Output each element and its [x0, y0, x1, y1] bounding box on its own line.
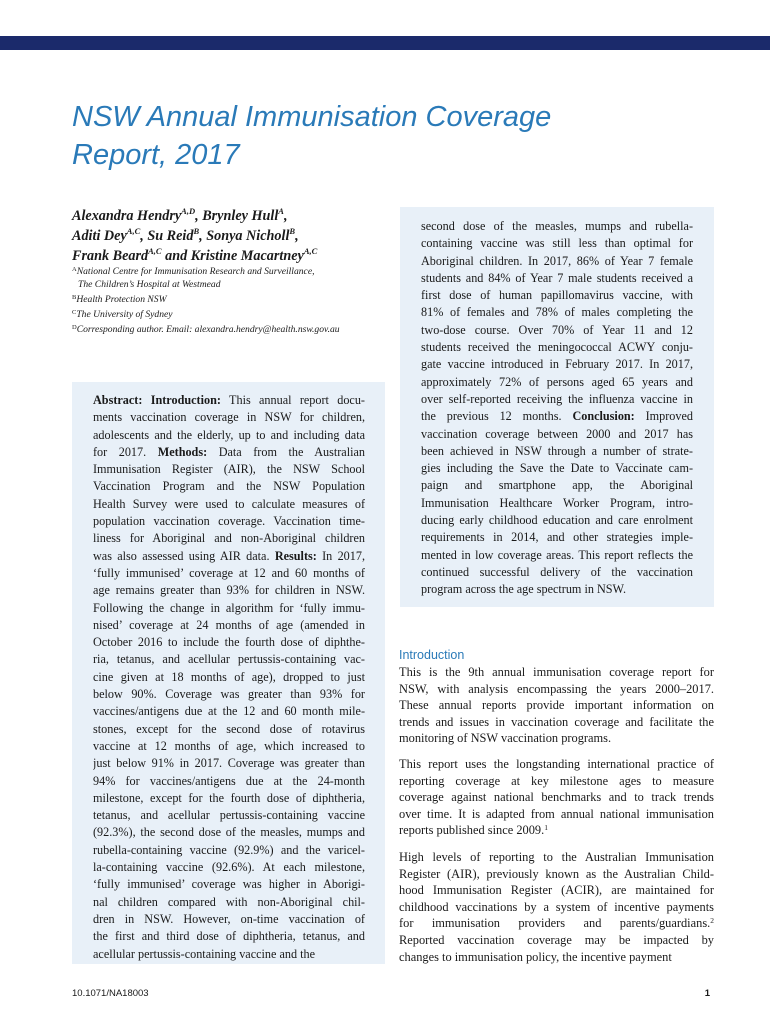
author-affil-marker: B: [193, 226, 200, 236]
abstract-line: gies including the Save the Date to Vaccinate cam-: [421, 461, 693, 476]
abstract-line: paign and smartphone app, the Aboriginal: [421, 478, 693, 493]
abstract-line: vaccination coverage between 2000 and 2017 has: [421, 426, 693, 441]
section-heading-introduction: Introduction: [399, 648, 465, 662]
author-name: Kristine Macartney: [190, 248, 304, 264]
author-affil-marker: A,D: [181, 206, 196, 216]
abstract-line: Immunisation Register (AIR), the NSW School: [93, 462, 365, 477]
abstract-line: Following the change in algorithm for ‘fully immu-: [93, 600, 365, 615]
paragraph-line: childhood vaccinations by a system of incentive payments: [399, 899, 714, 914]
abstract-line: nised’ coverage at 24 months of age (amended in: [93, 617, 365, 632]
affiliation: $^B$Health Protection NSW: [72, 293, 167, 305]
paragraph-line: reporting coverage at key milestone ages to measure: [399, 773, 714, 788]
abstract-line: vaccines/antigens due at the 12 and 60 month mile-: [93, 704, 365, 719]
paragraph-line: These annual reports provide important information on: [399, 698, 714, 713]
paragraph-line: NSW, with analysis encompassing the years 2000–2017.: [399, 681, 714, 696]
paragraph-line: This report uses the longstanding international practice of: [399, 757, 714, 771]
abstract-line: stones, except for the second dose of rotavirus: [93, 721, 365, 736]
author-list: [72, 206, 402, 266]
abstract-line: requirements in 2014, and other strategies imple-: [421, 530, 693, 545]
abstract-line: second dose of the measles, mumps and rubella-: [421, 219, 693, 233]
abstract-line: program across the age spectrum in NSW.: [421, 582, 626, 597]
abstract-line: ria, tetanus, and acellular pertussis-containing vac-: [93, 652, 365, 667]
abstract-line: Vaccination Program and the NSW Population: [93, 479, 365, 494]
abstract-line: acellular pertussis-containing vaccine and the: [93, 946, 315, 961]
paragraph-line: This is the 9th annual immunisation coverage report for: [399, 665, 714, 679]
citation-ref: 1: [544, 823, 548, 833]
author-name: Sonya Nicholl: [206, 228, 290, 244]
abstract-line: ‘fully immunised’ coverage at 12 and 60 months of: [93, 565, 365, 580]
paragraph-line: monitoring of NSW vaccination programs.: [399, 731, 612, 746]
author-name: Su Reid: [147, 228, 194, 244]
abstract-line: the previous 12 months. Conclusion: Improved: [421, 409, 693, 424]
paragraph-line: over time. It is adapted from annual national immunisation: [399, 806, 714, 821]
page-number: 1: [704, 988, 710, 999]
author-affil-marker: A: [278, 206, 284, 216]
abstract-line: adolescents and the elderly, up to and including data: [93, 427, 365, 442]
author-affil-marker: B: [289, 226, 296, 236]
abstract-line: rubella-containing vaccine (92.9%) and the varicel-: [93, 842, 365, 857]
affiliation-list: [72, 266, 402, 339]
abstract-line: gate vaccine introduced in February 2017. In 2017,: [421, 357, 693, 372]
abstract-line: milestone, except for the fourth dose of diphtheria,: [93, 790, 365, 805]
abstract-line: was also assessed using AIR data. Results: In 2017,: [93, 548, 365, 563]
author-line: Frank Beard$^{A,C}$ and Kristine Macartney$^{A,C}$: [72, 246, 318, 264]
paragraph-line: coverage against national benchmarks and to track trends: [399, 790, 714, 805]
author-name: Frank Beard: [72, 248, 149, 264]
title-line-2: Report, 2017: [72, 139, 240, 171]
abstract-line: continued successful delivery of the vaccination: [421, 564, 693, 579]
author-line: Aditi Dey$^{A,C}$, Su Reid$^B$, Sonya Nicholl$^B$,: [72, 226, 299, 244]
abstract-line: la-containing vaccine (92.6%). At each milestone,: [93, 860, 365, 875]
abstract-line: students and 84% of Year 7 male students received a: [421, 270, 693, 285]
abstract-line: ducing early childhood education and care enrolment: [421, 513, 693, 528]
title-line-1: NSW Annual Immunisation Coverage: [72, 101, 552, 133]
footer-doi: 10.1071/NA18003: [72, 988, 149, 999]
abstract-line: age remains greater than 93% for children in NSW.: [93, 583, 365, 598]
author-affil-marker: A,C: [303, 246, 318, 256]
abstract-text-left: [93, 392, 365, 963]
paragraph-line: Register (AIR), previously known as the Australian Child-: [399, 866, 714, 881]
abstract-line: tetanus, and acellular pertussis-containing vaccine: [93, 808, 365, 823]
abstract-text-right: [421, 218, 693, 599]
abstract-line: the first and third dose of diphtheria, tetanus, and: [93, 929, 365, 944]
abstract-line: first dose of human papillomavirus vaccine, with: [421, 288, 693, 303]
intro-paragraph-2: [399, 756, 714, 839]
abstract-line: Abstract: Introduction: This annual report docu-: [93, 393, 365, 407]
paragraph-line: reports published since 2009.$^1$: [399, 823, 548, 838]
intro-paragraph-3: [399, 849, 714, 965]
abstract-line: liness for Aboriginal and non-Aboriginal children: [93, 531, 365, 546]
abstract-line: Immunisation Healthcare Worker Program, intro-: [421, 495, 693, 510]
abstract-line: two-dose course. Over 70% of Year 11 and 12: [421, 322, 693, 337]
author-line: Alexandra Hendry$^{A,D}$, Brynley Hull$^A$,: [72, 206, 288, 224]
paragraph-line: trends and issues in vaccination coverage and facilitate the: [399, 714, 714, 729]
abstract-line: mented in low coverage areas. This report reflects the: [421, 547, 693, 562]
corresponding-author: $^D$Corresponding author. Email: alexandra.hendry@health.nsw.gov.au: [72, 323, 340, 335]
author-name: Brynley Hull: [202, 208, 279, 224]
abstract-line: over self-reported receiving the influenza vaccine in: [421, 391, 693, 406]
abstract-line: 94% for vaccines/antigens due at the 24-month: [93, 773, 365, 788]
abstract-line: approximately 72% of persons aged 65 years and: [421, 374, 693, 389]
citation-ref: 2: [710, 916, 714, 926]
paragraph-line: hood Immunisation Register (ACIR), are maintained for: [399, 883, 714, 898]
abstract-line: nal children compared with non-Aboriginal chil-: [93, 894, 365, 909]
abstract-line: vaccine at 12 months of age, which increased to: [93, 738, 365, 753]
abstract-line: 81% of females and 78% of males completing the: [421, 305, 693, 320]
abstract-line: October 2016 to include the fourth dose of diphthe-: [93, 635, 365, 650]
affiliation: $^A$National Centre for Immunisation Research and Surveillance, The Children’s Hospital at Westmead: [72, 266, 315, 290]
author-affil-marker: A,C: [126, 226, 141, 236]
affiliation: $^C$The University of Sydney: [72, 308, 173, 320]
abstract-line: just below 91% in 2017. Coverage was greater than: [93, 756, 365, 771]
abstract-line: ‘fully immunised’ coverage was higher in Aborigi-: [93, 877, 365, 892]
author-affil-marker: A,C: [148, 246, 162, 256]
intro-paragraph-1: [399, 664, 714, 747]
abstract-line: (92.3%), the second dose of the measles, mumps and: [93, 825, 365, 840]
abstract-line: students received the meningococcal ACWY conju-: [421, 340, 693, 355]
abstract-line: been achieved in NSW through a number of strate-: [421, 443, 693, 458]
abstract-line: Health Survey were used to calculate measures of: [93, 496, 365, 511]
paragraph-line: for immunisation providers and parents/guardians.$^2$: [399, 916, 714, 931]
header-band: [0, 36, 770, 50]
author-name: Alexandra Hendry: [72, 208, 182, 224]
paper-title: [72, 98, 632, 174]
paragraph-line: changes to immunisation policy, the incentive payment: [399, 949, 672, 964]
abstract-line: containing vaccine was still less than optimal for: [421, 236, 693, 251]
abstract-line: population vaccination coverage. Vaccination time-: [93, 514, 365, 529]
abstract-line: for 2017. Methods: Data from the Australian: [93, 444, 365, 459]
abstract-line: dren in NSW. However, on-time vaccination of: [93, 911, 365, 926]
abstract-line: cine given at 18 months of age), dropped to just: [93, 669, 365, 684]
paragraph-line: Reported vaccination coverage may be impacted by: [399, 932, 714, 947]
abstract-line: ments vaccination coverage in NSW for children,: [93, 410, 365, 425]
author-name: Aditi Dey: [72, 228, 127, 244]
abstract-line: below 90%. Coverage was greater than 93% for: [93, 687, 365, 702]
paragraph-line: High levels of reporting to the Australian Immunisation: [399, 850, 714, 864]
abstract-line: Aboriginal children. In 2017, 86% of Year 7 female: [421, 253, 693, 268]
